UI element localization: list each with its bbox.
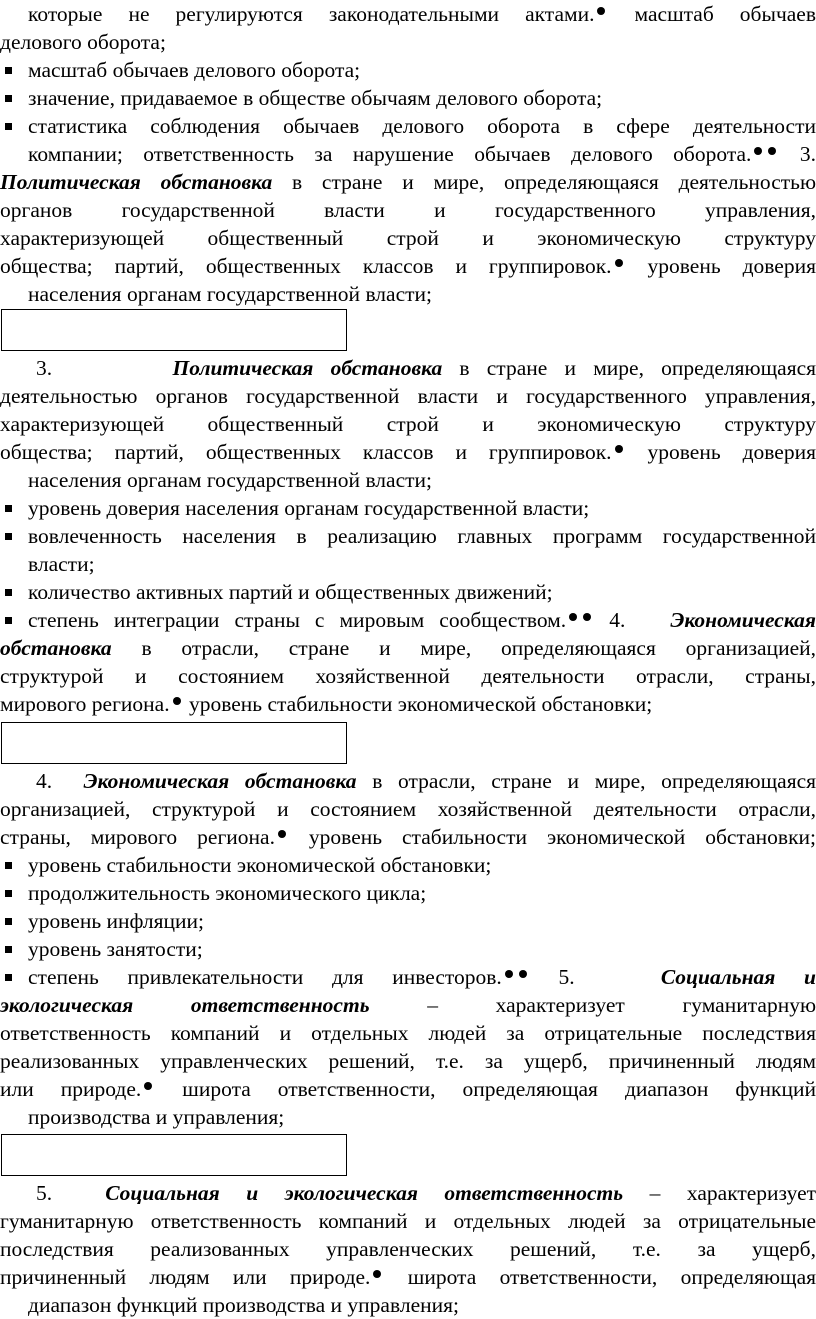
list-item: статистика соблюдения обычаев делового оборота в сфере деятельности xyxy=(0,112,816,140)
list-item: вовлеченность населения в реализацию главных программ государственной xyxy=(0,522,816,550)
section-block-3 xyxy=(0,767,816,1131)
text-line: ответственность компаний и отдельных людей за отрицательные последствия xyxy=(0,1021,816,1045)
text-line: 4. Экономическая обстановка в отрасли, стране и мире, определяющаяся xyxy=(36,769,816,793)
empty-answer-box xyxy=(1,1134,347,1176)
bullet-dot-icon xyxy=(597,7,605,15)
section-block-2 xyxy=(0,354,816,718)
bullet-dot-icon xyxy=(768,147,776,155)
text-line: делового оборота; xyxy=(0,30,166,54)
bullet-dot-icon xyxy=(583,613,591,621)
list-item: продолжительность экономического цикла; xyxy=(0,879,816,907)
section-block-4 xyxy=(0,1179,816,1319)
text-line: производства и управления; xyxy=(28,1105,285,1129)
text-line: диапазон функций производства и управления; xyxy=(28,1293,459,1317)
section-heading: Экономическая xyxy=(670,608,816,632)
text-line: характеризующей общественный строй и экономическую структуру xyxy=(0,226,816,250)
section-heading: обстановка xyxy=(0,636,112,660)
list-item: уровень доверия населения органам государственной власти; xyxy=(0,494,816,522)
text-line: или природе. широта ответственности, определяющая диапазон функций xyxy=(0,1077,816,1101)
text-line: страны, мирового региона. уровень стабильности экономической обстановки; xyxy=(0,825,816,849)
text-line: Политическая обстановка в стране и мире, определяющаяся деятельностью xyxy=(0,170,816,194)
list-item: уровень инфляции; xyxy=(0,907,816,935)
empty-answer-box xyxy=(1,722,347,764)
text-line: общества; партий, общественных классов и группировок. уровень доверия xyxy=(0,254,816,278)
text-line: деятельностью органов государственной власти и государственного управления, xyxy=(0,384,816,408)
text-line: характеризующей общественный строй и экономическую структуру xyxy=(0,412,816,436)
section-heading: экологическая ответственность xyxy=(0,993,370,1017)
section-heading: Социальная и экологическая ответственность xyxy=(105,1181,624,1205)
text-line: последствия реализованных управленческих решений, т.е. за ущерб, xyxy=(0,1237,816,1261)
bullet-dot-icon xyxy=(505,970,513,978)
text-line: компании; ответственность за нарушение обычаев делового оборота. 3. xyxy=(28,142,816,166)
list-item: степень привлекательности для инвесторов. 5. Социальная и xyxy=(0,963,816,991)
text-line: власти; xyxy=(28,552,95,576)
section-heading: Политическая обстановка xyxy=(0,170,273,194)
list-item: количество активных партий и общественных движений; xyxy=(0,578,816,606)
bullet-dot-icon xyxy=(615,259,623,267)
text-line: реализованных управленческих решений, т.е. за ущерб, причиненный людям xyxy=(0,1049,816,1073)
text-line: населения органам государственной власти; xyxy=(28,282,432,306)
bullet-dot-icon xyxy=(615,445,623,453)
text-line: гуманитарную ответственность компаний и отдельных людей за отрицательные xyxy=(0,1209,816,1233)
list-item: значение, придаваемое в обществе обычаям делового оборота; xyxy=(0,84,816,112)
text-line: 5. Социальная и экологическая ответственность – характеризует xyxy=(36,1181,816,1205)
bullet-dot-icon xyxy=(144,1082,152,1090)
text-line: мирового региона. уровень стабильности экономической обстановки; xyxy=(0,692,653,716)
section-heading: Политическая обстановка xyxy=(172,356,443,380)
bullet-dot-icon xyxy=(754,147,762,155)
list-item: уровень занятости; xyxy=(0,935,816,963)
bullet-dot-icon xyxy=(278,830,286,838)
bullet-dot-icon xyxy=(373,1270,381,1278)
text-line: экологическая ответственность – характеризует гуманитарную xyxy=(0,993,816,1017)
bullet-dot-icon xyxy=(173,697,181,705)
text-line: общества; партий, общественных классов и группировок. уровень доверия xyxy=(0,440,816,464)
text-line: причиненный людям или природе. широта ответственности, определяющая xyxy=(0,1265,816,1289)
section-block-1 xyxy=(0,0,816,308)
text-line: которые не регулируются законодательными актами. масштаб обычаев xyxy=(28,2,816,26)
section-heading: Социальная и xyxy=(660,965,816,989)
section-heading: Экономическая обстановка xyxy=(83,769,357,793)
list-item: уровень стабильности экономической обстановки; xyxy=(0,851,816,879)
text-line: 3. Политическая обстановка в стране и мире, определяющаяся xyxy=(36,356,816,380)
text-line: обстановка в отрасли, стране и мире, определяющаяся организацией, xyxy=(0,636,816,660)
text-line: структурой и состоянием хозяйственной деятельности отрасли, страны, xyxy=(0,664,816,688)
list-item: степень интеграции страны с мировым сообществом. 4. Экономическая xyxy=(0,606,816,634)
text-line: органов государственной власти и государственного управления, xyxy=(0,198,816,222)
bullet-dot-icon xyxy=(519,970,527,978)
text-line: организацией, структурой и состоянием хозяйственной деятельности отрасли, xyxy=(0,797,816,821)
empty-answer-box xyxy=(1,309,347,351)
list-item: масштаб обычаев делового оборота; xyxy=(0,56,816,84)
text-line: населения органам государственной власти; xyxy=(28,468,432,492)
bullet-dot-icon xyxy=(569,613,577,621)
